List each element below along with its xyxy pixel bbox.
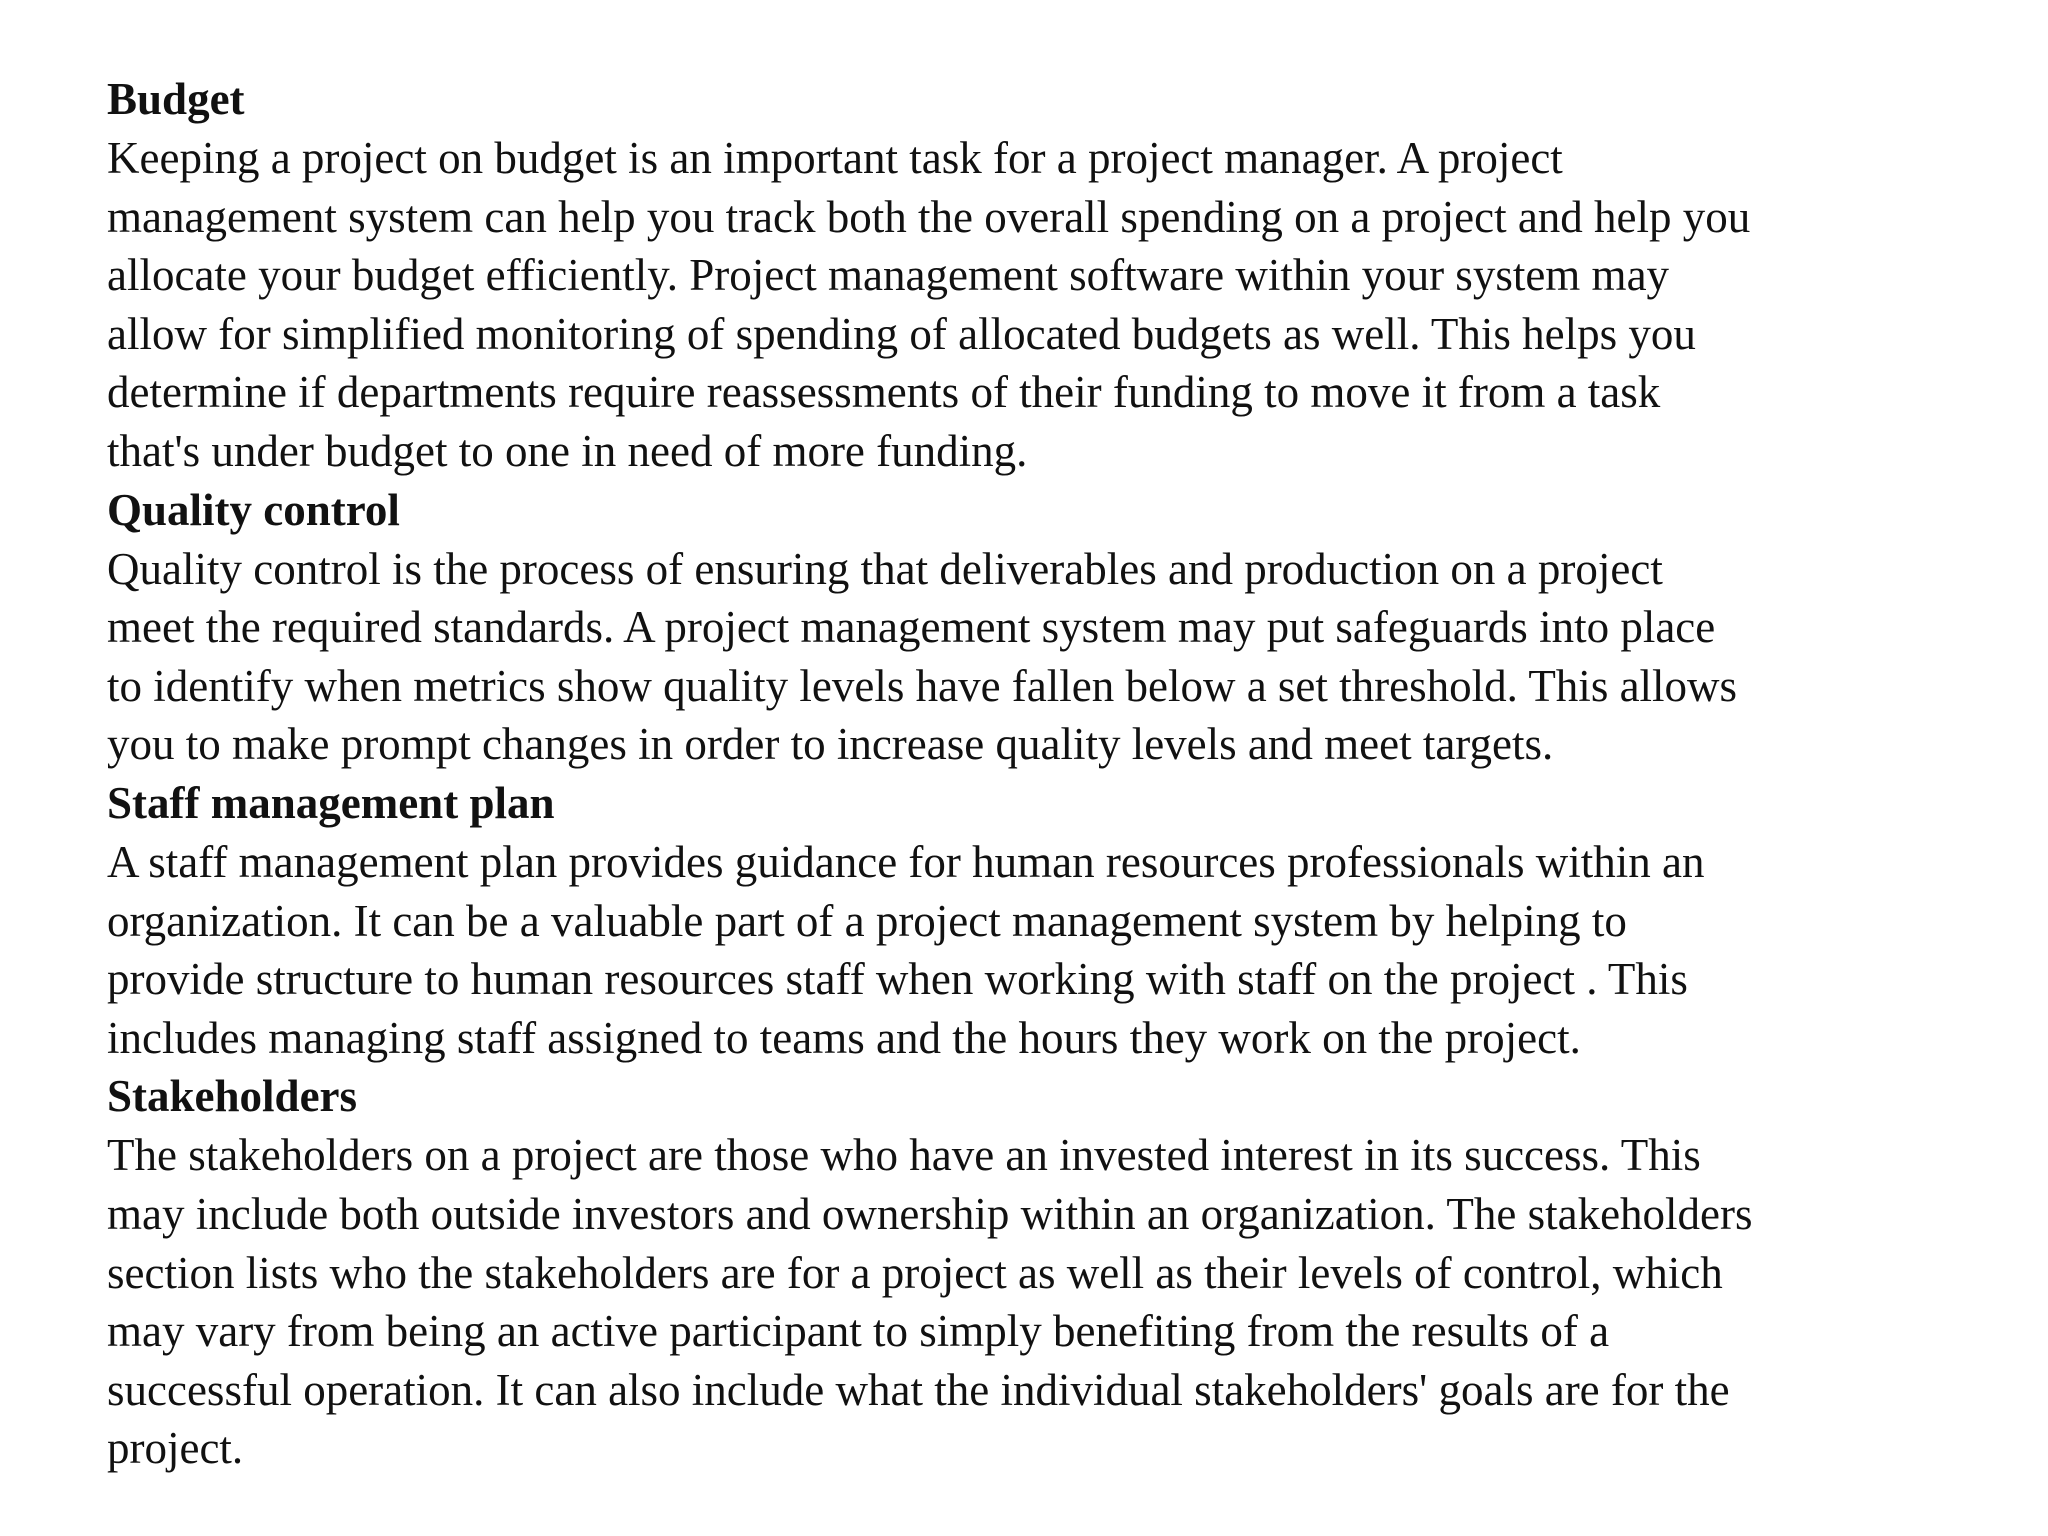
section-heading: Stakeholders: [107, 1071, 358, 1122]
section-staff-management-plan: [107, 774, 1968, 1067]
text-line: project.: [107, 1423, 244, 1474]
text-line: provide structure to human resources staff when working with staff on the project . This: [107, 954, 1688, 1005]
text-line: organization. It can be a valuable part of a project management system by helping to: [107, 895, 1627, 946]
text-line: allow for simplified monitoring of spending of allocated budgets as well. This helps you: [107, 308, 1696, 359]
text-line: to identify when metrics show quality levels have fallen below a set threshold. This allows: [107, 660, 1738, 711]
text-line: Quality control is the process of ensuring that deliverables and production on a project: [107, 543, 1663, 594]
text-line: determine if departments require reassessments of their funding to move it from a task: [107, 367, 1661, 418]
text-line: management system can help you track both the overall spending on a project and help you: [107, 191, 1751, 242]
section-heading: Quality control: [107, 484, 400, 535]
section-quality-control: [107, 481, 1968, 774]
text-line: section lists who the stakeholders are for a project as well as their levels of control, which: [107, 1247, 1723, 1298]
section-budget: [107, 70, 1968, 481]
text-line: A staff management plan provides guidance for human resources professionals within an: [107, 836, 1705, 887]
text-line: allocate your budget efficiently. Project management software within your system may: [107, 250, 1670, 301]
section-paragraph: [107, 540, 1968, 774]
text-line: Keeping a project on budget is an important task for a project manager. A project: [107, 133, 1563, 183]
text-line: The stakeholders on a project are those who have an invested interest in its success. This: [107, 1130, 1701, 1181]
text-line: you to make prompt changes in order to increase quality levels and meet targets.: [107, 719, 1554, 770]
text-line: meet the required standards. A project management system may put safeguards into place: [107, 602, 1716, 653]
text-line: that's under budget to one in need of more funding.: [107, 425, 1028, 476]
section-paragraph: [107, 1126, 1968, 1478]
section-heading: Staff management plan: [107, 777, 555, 828]
text-line: may vary from being an active participant to simply benefiting from the results of a: [107, 1306, 1610, 1357]
section-heading: Budget: [107, 74, 245, 124]
text-line: successful operation. It can also include what the individual stakeholders' goals are for the: [107, 1364, 1730, 1415]
text-line: may include both outside investors and ownership within an organization. The stakeholders: [107, 1188, 1753, 1239]
section-paragraph: [107, 129, 1968, 481]
section-paragraph: [107, 833, 1968, 1067]
text-line: includes managing staff assigned to teams and the hours they work on the project.: [107, 1012, 1581, 1063]
section-stakeholders: [107, 1067, 1968, 1478]
